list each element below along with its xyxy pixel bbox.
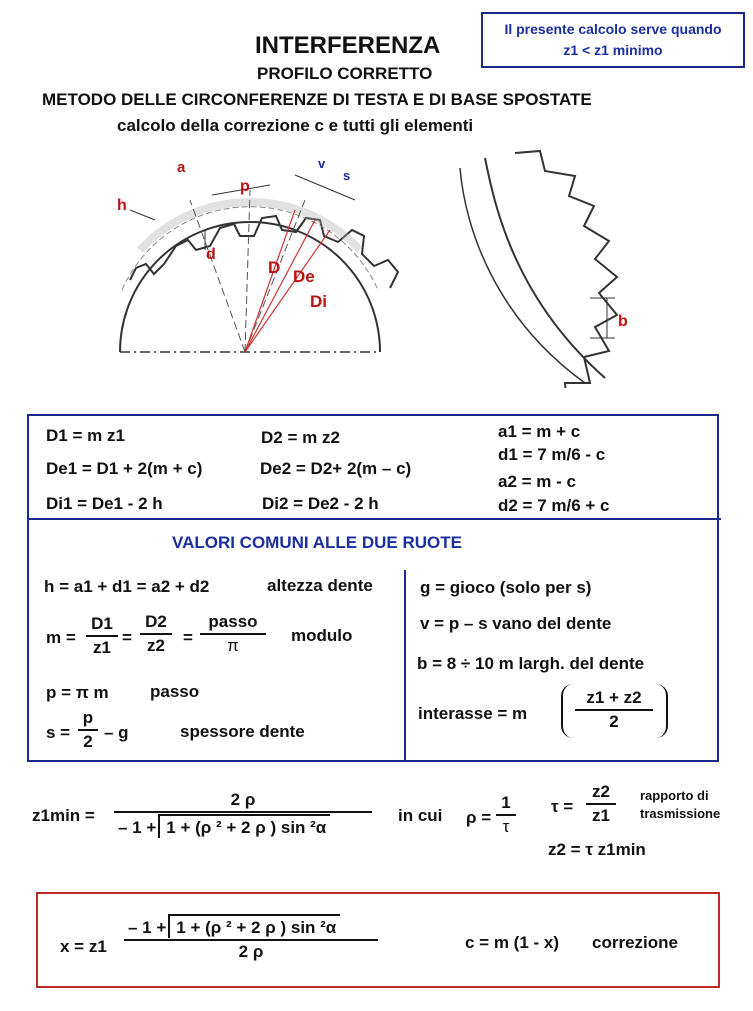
column-divider [404, 570, 406, 760]
formula-De1: De1 = D1 + 2(m + c) [46, 459, 203, 478]
fraction-passo-num: passo [208, 612, 258, 631]
c-formula: c = m (1 - x) [465, 933, 560, 952]
fraction-interasse-num: z1 + z2 [586, 688, 642, 707]
fraction-z1min [114, 790, 372, 838]
label-D: D [268, 258, 281, 277]
fraction-D2-den: z2 [147, 636, 165, 655]
usage-note-line1: Il presente calcolo serve quando [504, 21, 722, 37]
fraction-D2-z2 [140, 612, 172, 656]
tau-prefix: τ = [551, 797, 574, 816]
formula-v: v = p – s vano del dente [420, 614, 612, 633]
formula-Di1: Di1 = De1 - 2 h [46, 494, 163, 513]
fraction-p-2 [78, 708, 98, 752]
fraction-D1-num: D1 [91, 614, 113, 633]
box-divider [27, 518, 721, 520]
label-p: p [240, 178, 250, 195]
label-d: d [206, 246, 216, 263]
formula-s-suffix: – g [104, 723, 129, 742]
formula-a1: a1 = m + c [498, 422, 581, 441]
equals-1: = [122, 628, 132, 647]
fraction-interasse-den: 2 [609, 712, 619, 731]
label-v: v [318, 156, 326, 171]
z1min-numerator: 2 ρ [230, 790, 256, 809]
formula-m-desc: modulo [291, 626, 353, 645]
left-paren [561, 684, 573, 738]
x-num-root: 1 + (ρ ² + 2 ρ ) sin ²α [176, 918, 337, 937]
z1min-den-root: 1 + (ρ ² + 2 ρ ) sin ²α [166, 818, 327, 837]
fraction-s-num: p [82, 708, 94, 727]
fraction-D2-num: D2 [145, 612, 167, 631]
fraction-interasse [575, 688, 653, 732]
tau-den: z1 [592, 806, 610, 825]
in-cui: in cui [398, 806, 443, 825]
formula-h-desc: altezza dente [267, 576, 373, 595]
fraction-x [124, 914, 378, 962]
right-paren [656, 684, 668, 738]
label-b: b [618, 313, 628, 330]
formula-d1: d1 = 7 m/6 - c [498, 445, 606, 464]
formula-a2: a2 = m - c [498, 472, 576, 491]
rho-num: 1 [501, 793, 511, 812]
label-h: h [117, 197, 127, 214]
formula-d2: d2 = 7 m/6 + c [498, 496, 610, 515]
z1min-den-prefix: – 1 + [118, 818, 157, 837]
formula-D2: D2 = m z2 [261, 428, 340, 447]
z1min-denominator [114, 814, 372, 838]
x-prefix: x = z1 [60, 937, 107, 956]
label-De: De [293, 267, 315, 286]
label-Di: Di [310, 292, 327, 311]
formula-p: p = π m [46, 683, 109, 702]
tau-num: z2 [592, 782, 610, 801]
rho-den: τ [502, 817, 510, 836]
z2-formula: z2 = τ z1min [548, 840, 646, 859]
fraction-D1-z1 [86, 614, 118, 658]
sqrt-symbol [168, 914, 340, 938]
formula-g: g = gioco (solo per s) [420, 578, 592, 597]
formula-b: b = 8 ÷ 10 m largh. del dente [417, 654, 645, 673]
formula-s-desc: spessore dente [180, 722, 305, 741]
fraction-tau [586, 782, 616, 826]
formula-De2: De2 = D2+ 2(m – c) [260, 459, 412, 478]
page-title: INTERFERENZA [255, 32, 441, 59]
c-desc: correzione [592, 933, 678, 952]
fraction-passo-den: π [227, 636, 239, 655]
formula-m-prefix: m = [46, 628, 76, 647]
x-num-prefix: – 1 + [128, 918, 167, 937]
fraction-s-den: 2 [83, 732, 93, 751]
formula-p-desc: passo [150, 682, 200, 701]
fraction-rho [496, 793, 516, 837]
gear-diagram [100, 140, 400, 390]
sqrt-symbol [158, 814, 330, 838]
rho-prefix: ρ = [466, 808, 492, 827]
ratio-desc-2: trasmissione [640, 806, 721, 821]
method-title: METODO DELLE CIRCONFERENZE DI TESTA E DI BASE SPOSTATE [42, 90, 592, 109]
formula-s-prefix: s = [46, 723, 71, 742]
fraction-D1-den: z1 [93, 638, 111, 657]
x-denominator: 2 ρ [238, 942, 264, 961]
label-a: a [177, 159, 186, 176]
subtitle: PROFILO CORRETTO [257, 64, 433, 83]
label-s: s [343, 168, 351, 183]
z1min-label: z1min = [32, 806, 95, 825]
equals-2: = [183, 628, 193, 647]
fraction-passo-pi [200, 612, 266, 656]
formula-Di2: Di2 = De2 - 2 h [262, 494, 379, 513]
ratio-desc-1: rapporto di [640, 788, 709, 803]
gear-3d-diagram [455, 148, 635, 388]
formula-D1: D1 = m z1 [46, 426, 125, 445]
calc-line: calcolo della correzione c e tutti gli elementi [117, 116, 474, 135]
formula-h: h = a1 + d1 = a2 + d2 [44, 577, 210, 596]
usage-note-line2: z1 < z1 minimo [563, 42, 663, 58]
x-numerator [124, 914, 378, 938]
common-values-title: VALORI COMUNI ALLE DUE RUOTE [172, 533, 462, 552]
formula-interasse-prefix: interasse = m [418, 704, 528, 723]
usage-note [481, 12, 745, 68]
